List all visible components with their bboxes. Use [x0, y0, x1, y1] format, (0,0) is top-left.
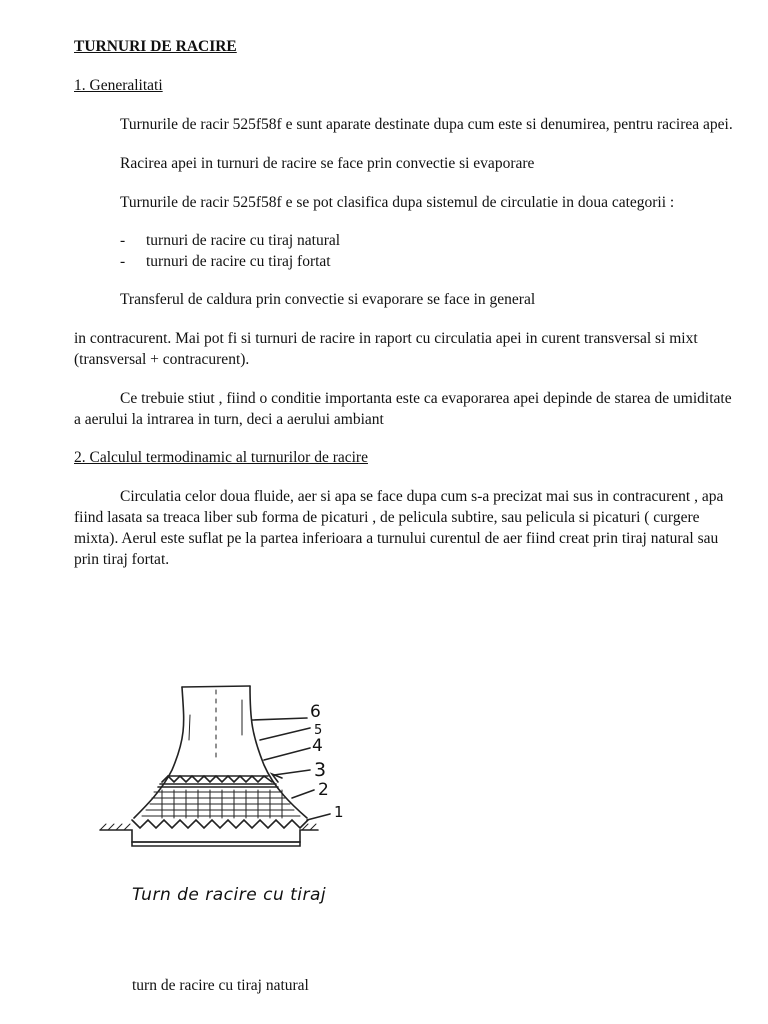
leader-6	[252, 718, 307, 720]
layer-band	[158, 784, 278, 787]
basin-bottom	[132, 842, 300, 846]
leader-5	[260, 728, 310, 740]
paragraph: Ce trebuie stiut , fiind o conditie importanta este ca evaporarea apei depinde de starea de umiditate a aerului la intrarea in turn, deci a aerului ambiant	[74, 390, 732, 428]
paragraph: Turnurile de racir 525f58f e sunt aparate destinate dupa cum este si denumirea, pentru racirea apei.	[120, 116, 733, 133]
label-5: 5	[314, 723, 323, 738]
paragraph: Transferul de caldura prin convectie si evaporare se face in general	[120, 291, 536, 308]
paragraph: Racirea apei in turnuri de racire se face prin convectie si evaporare	[120, 155, 535, 172]
label-6: 6	[310, 702, 321, 722]
classification-list	[74, 230, 736, 272]
document-title: TURNURI DE RACIRE	[74, 38, 237, 55]
tower-top	[182, 686, 250, 687]
section-heading-generalitati: 1. Generalitati	[74, 77, 163, 94]
cooling-tower-sketch	[92, 660, 362, 920]
fill-layer-2	[142, 792, 300, 816]
list-item: - turnuri de racire cu tiraj fortat	[120, 253, 331, 270]
layer-3-zigzag	[162, 776, 272, 782]
label-4: 4	[312, 736, 323, 756]
handwritten-caption: Turn de racire cu tiraj	[132, 885, 327, 905]
basin	[100, 830, 318, 842]
leader-1	[307, 814, 330, 820]
paragraph: Turnurile de racir 525f58f e se pot clasifica dupa sistemul de circulatie in doua categorii :	[120, 194, 675, 211]
paragraph: Circulatia celor doua fluide, aer si apa se face dupa cum s-a precizat mai sus in contracurent , apa fiind lasata sa treaca liber sub forma de picaturi , de pelicula subtire, sau pelicula si picaturi ( curgere mixta). Aerul este suflat pe la partea inferioara a turnului curentul de aer fiind creat prin tiraj natural sau prin tiraj fortat.	[74, 488, 724, 568]
leader-3	[274, 770, 310, 775]
leader-2	[292, 790, 314, 798]
label-2: 2	[318, 780, 329, 800]
document-page	[74, 36, 736, 570]
section-heading-calcul: 2. Calculul termodinamic al turnurilor de racire	[74, 449, 368, 466]
list-item: - turnuri de racire cu tiraj natural	[120, 232, 341, 249]
label-3: 3	[314, 759, 327, 781]
leader-4	[264, 748, 310, 760]
paragraph: in contracurent. Mai pot fi si turnuri de racire in raport cu circulatia apei in curent transversal si mixt (transversal + contracurent).	[74, 330, 698, 368]
air-inlet-zigzag	[132, 820, 308, 828]
label-1: 1	[334, 803, 344, 821]
figure-caption: turn de racire cu tiraj natural	[132, 977, 309, 994]
